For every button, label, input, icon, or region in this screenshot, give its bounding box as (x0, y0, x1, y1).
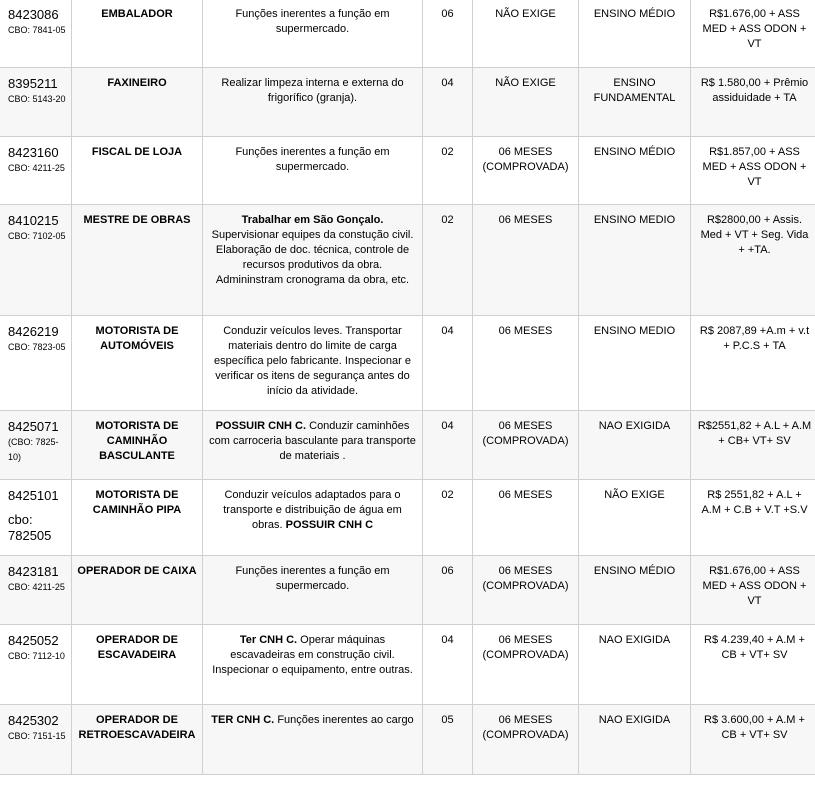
experience: NÃO EXIGE (473, 68, 579, 137)
table-row (0, 0, 815, 68)
job-code-cell (0, 705, 72, 775)
job-title: OPERADOR DE CAIXA (72, 556, 203, 625)
job-description (203, 137, 423, 205)
description-bold: POSSUIR CNH C. (215, 420, 307, 432)
job-code-cell (0, 68, 72, 137)
salary: R$1.676,00 + ASS MED + ASS ODON + VT (691, 556, 815, 625)
description-text: Funções inerentes a função em supermercado. (235, 8, 390, 35)
cbo-code: (CBO: 7825-10) (8, 437, 59, 462)
experience: 06 MESES (COMPROVADA) (473, 556, 579, 625)
education: NAO EXIGIDA (579, 625, 691, 705)
description-text: Funções inerentes ao cargo (277, 714, 414, 726)
education: NAO EXIGIDA (579, 411, 691, 480)
vacancies: 04 (423, 411, 473, 480)
education: ENSINO MEDIO (579, 205, 691, 316)
job-code-cell (0, 0, 72, 68)
education: NAO EXIGIDA (579, 705, 691, 775)
job-title: OPERADOR DE RETROESCAVADEIRA (72, 705, 203, 775)
vacancies: 04 (423, 68, 473, 137)
vacancies: 04 (423, 316, 473, 411)
job-code: 8423181 (8, 564, 59, 579)
experience: 06 MESES (473, 316, 579, 411)
job-code: 8410215 (8, 213, 59, 228)
salary: R$2551,82 + A.L + A.M + CB+ VT+ SV (691, 411, 815, 480)
description-bold: TER CNH C. (211, 714, 275, 726)
description-text: Funções inerentes a função em supermercado. (235, 565, 390, 592)
table-row (0, 411, 815, 480)
description-text: Supervisionar equipes da constução civil. Elaboração de doc. técnica, controle de recursos produtivos da obra. Admininstram cronograma da obra, etc. (211, 229, 414, 286)
table-row (0, 137, 815, 205)
job-description (203, 68, 423, 137)
job-description (203, 0, 423, 68)
description-text: Conduzir caminhões com carroceria basculante para transporte de materiais . (209, 420, 416, 462)
vacancies: 05 (423, 705, 473, 775)
job-code-cell (0, 316, 72, 411)
description-text: Conduzir veículos leves. Transportar materiais dentro do limite de carga específica pelo fabricante. Inspecionar e verificar os itens de segurança antes do início da atividade. (214, 325, 411, 397)
experience: 06 MESES (COMPROVADA) (473, 705, 579, 775)
vacancies: 06 (423, 556, 473, 625)
salary: R$ 1.580,00 + Prêmio assiduidade + TA (691, 68, 815, 137)
experience: 06 MESES (473, 480, 579, 556)
description-bold: Trabalhar em São Gonçalo. (241, 214, 384, 226)
job-code: 8426219 (8, 324, 59, 339)
job-description (203, 411, 423, 480)
experience: NÃO EXIGE (473, 0, 579, 68)
salary: R$ 2551,82 + A.L + A.M + C.B + V.T +S.V (691, 480, 815, 556)
job-code-cell (0, 205, 72, 316)
job-code-cell (0, 411, 72, 480)
job-title: FISCAL DE LOJA (72, 137, 203, 205)
experience: 06 MESES (COMPROVADA) (473, 137, 579, 205)
cbo-code: CBO: 4211-25 (8, 163, 65, 173)
table-row (0, 68, 815, 137)
job-code: 8425052 (8, 633, 59, 648)
vacancies: 02 (423, 137, 473, 205)
table-row (0, 556, 815, 625)
job-title: MOTORISTA DE AUTOMÓVEIS (72, 316, 203, 411)
description-text: Funções inerentes a função em supermercado. (235, 146, 390, 173)
cbo-code: CBO: 7841-05 (8, 25, 66, 35)
description-text: Operar máquinas escavadeiras em construção civil. Inspecionar o equipamento, entre outras. (212, 634, 413, 676)
education: NÃO EXIGE (579, 480, 691, 556)
job-code-cell (0, 556, 72, 625)
job-description (203, 556, 423, 625)
job-description (203, 316, 423, 411)
cbo-code: cbo: 782505 (8, 512, 52, 543)
description-bold: Ter CNH C. (239, 634, 298, 646)
description-bold-after: POSSUIR CNH C (285, 519, 374, 531)
education: ENSINO MÉDIO (579, 137, 691, 205)
job-description (203, 705, 423, 775)
job-code: 8423160 (8, 145, 59, 160)
job-code-cell (0, 480, 72, 556)
experience: 06 MESES (COMPROVADA) (473, 411, 579, 480)
salary: R$ 3.600,00 + A.M + CB + VT+ SV (691, 705, 815, 775)
description-text: Realizar limpeza interna e externa do frigorífico (granja). (221, 77, 404, 104)
vacancies: 04 (423, 625, 473, 705)
job-title: OPERADOR DE ESCAVADEIRA (72, 625, 203, 705)
table-row (0, 316, 815, 411)
job-title: MESTRE DE OBRAS (72, 205, 203, 316)
cbo-code: CBO: 7823-05 (8, 342, 66, 352)
education: ENSINO MÉDIO (579, 0, 691, 68)
job-title: MOTORISTA DE CAMINHÃO BASCULANTE (72, 411, 203, 480)
salary: R$ 4.239,40 + A.M + CB + VT+ SV (691, 625, 815, 705)
salary: R$1.676,00 + ASS MED + ASS ODON + VT (691, 0, 815, 68)
job-code-cell (0, 137, 72, 205)
job-code-cell (0, 625, 72, 705)
job-description (203, 480, 423, 556)
table-row (0, 705, 815, 775)
education: ENSINO MÉDIO (579, 556, 691, 625)
job-title: EMBALADOR (72, 0, 203, 68)
salary: R$ 2087,89 +A.m + v.t + P.C.S + TA (691, 316, 815, 411)
job-code: 8425071 (8, 419, 59, 434)
vacancies: 02 (423, 205, 473, 316)
table-row (0, 480, 815, 556)
job-title: MOTORISTA DE CAMINHÃO PIPA (72, 480, 203, 556)
job-code: 8425101 (8, 488, 59, 503)
table-row (0, 625, 815, 705)
vacancies: 06 (423, 0, 473, 68)
education: ENSINO FUNDAMENTAL (579, 68, 691, 137)
education: ENSINO MEDIO (579, 316, 691, 411)
job-title: FAXINEIRO (72, 68, 203, 137)
cbo-code: CBO: 7102-05 (8, 231, 66, 241)
experience: 06 MESES (473, 205, 579, 316)
salary: R$1.857,00 + ASS MED + ASS ODON + VT (691, 137, 815, 205)
table-row (0, 205, 815, 316)
cbo-code: CBO: 7112-10 (8, 651, 65, 661)
job-code: 8395211 (8, 76, 58, 91)
job-code: 8423086 (8, 7, 59, 22)
description-text: Conduzir veículos adaptados para o transporte e distribuição de água em obras. (223, 489, 402, 531)
vacancies: 02 (423, 480, 473, 556)
cbo-code: CBO: 4211-25 (8, 582, 65, 592)
salary: R$2800,00 + Assis. Med + VT + Seg. Vida + +TA. (691, 205, 815, 316)
job-description (203, 625, 423, 705)
experience: 06 MESES (COMPROVADA) (473, 625, 579, 705)
cbo-code: CBO: 5143-20 (8, 94, 66, 104)
job-description (203, 205, 423, 316)
job-code: 8425302 (8, 713, 59, 728)
cbo-code: CBO: 7151-15 (8, 731, 66, 741)
